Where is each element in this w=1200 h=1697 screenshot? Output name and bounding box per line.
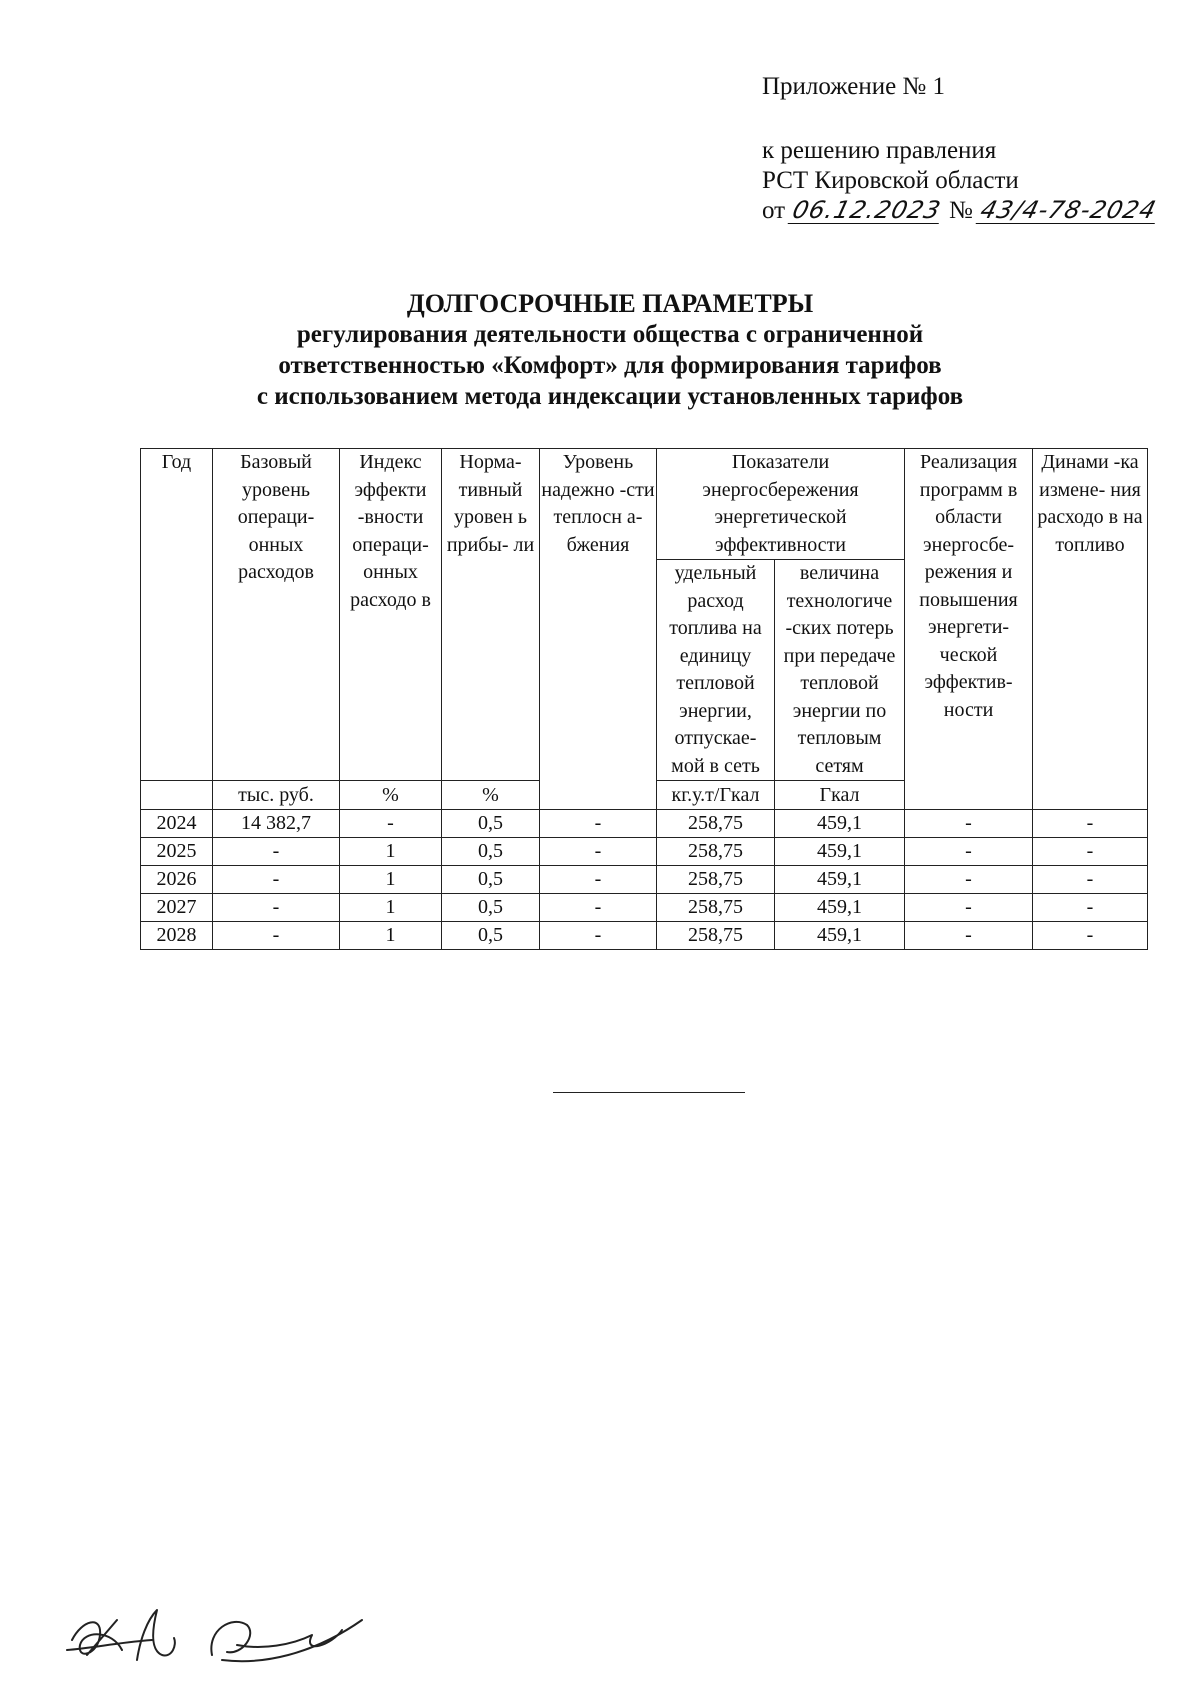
appendix-block xyxy=(762,72,1158,226)
cell-tech-losses: 459,1 xyxy=(775,922,905,950)
cell-normative-profit: 0,5 xyxy=(442,810,540,838)
cell-base-level: - xyxy=(213,894,340,922)
cell-reliability: - xyxy=(540,866,657,894)
cell-year: 2028 xyxy=(141,922,213,950)
cell-tech-losses: 459,1 xyxy=(775,810,905,838)
header-tech-losses: величина технологиче -ских потерь при передаче тепловой энергии по тепловым сетям xyxy=(775,560,905,781)
cell-programs: - xyxy=(905,922,1033,950)
cell-base-level: - xyxy=(213,922,340,950)
header-programs: Реализация программ в области энергосбе- режения и повышения энергети- ческой эффектив- ности xyxy=(905,449,1033,810)
cell-programs: - xyxy=(905,894,1033,922)
cell-tech-losses: 459,1 xyxy=(775,838,905,866)
cell-efficiency-index: 1 xyxy=(340,866,442,894)
cell-fuel-consumption: 258,75 xyxy=(657,810,775,838)
cell-fuel-consumption: 258,75 xyxy=(657,922,775,950)
cell-efficiency-index: 1 xyxy=(340,894,442,922)
table-row xyxy=(141,866,1148,894)
cell-reliability: - xyxy=(540,838,657,866)
cell-programs: - xyxy=(905,810,1033,838)
cell-year: 2027 xyxy=(141,894,213,922)
header-efficiency-index: Индекс эффекти -вности операци- онных расходо в xyxy=(340,449,442,781)
document-title xyxy=(140,288,1080,412)
cell-base-level: - xyxy=(213,838,340,866)
separator-line xyxy=(553,1092,745,1093)
title-main: ДОЛГОСРОЧНЫЕ ПАРАМЕТРЫ xyxy=(406,289,814,318)
cell-tech-losses: 459,1 xyxy=(775,894,905,922)
cell-year: 2026 xyxy=(141,866,213,894)
cell-programs: - xyxy=(905,866,1033,894)
cell-programs: - xyxy=(905,838,1033,866)
decision-number: 43/4-78-2024 xyxy=(977,196,1160,224)
table-row xyxy=(141,838,1148,866)
cell-normative-profit: 0,5 xyxy=(442,922,540,950)
header-row-1 xyxy=(141,449,1148,560)
unit-tech-losses: Гкал xyxy=(775,781,905,810)
header-base-level: Базовый уровень операци- онных расходов xyxy=(213,449,340,781)
header-energy-saving-group: Показатели энергосбережения энергетической эффективности xyxy=(657,449,905,560)
number-prefix: № xyxy=(949,197,973,224)
cell-year: 2025 xyxy=(141,838,213,866)
header-year: Год xyxy=(141,449,213,781)
cell-efficiency-index: 1 xyxy=(340,922,442,950)
cell-efficiency-index: - xyxy=(340,810,442,838)
cell-normative-profit: 0,5 xyxy=(442,894,540,922)
header-reliability: Уровень надежно -сти теплосн а- бжения xyxy=(540,449,657,810)
title-line2: регулирования деятельности общества с ограниченной xyxy=(296,321,924,348)
title-line3: ответственностью «Комфорт» для формирования тарифов xyxy=(278,352,942,379)
cell-fuel-dynamics: - xyxy=(1033,922,1148,950)
unit-fuel-consumption: кг.у.т/Гкал xyxy=(657,781,775,810)
date-prefix: от xyxy=(762,197,786,224)
header-fuel-dynamics: Динами -ка измене- ния расходо в на топливо xyxy=(1033,449,1148,810)
header-fuel-consumption: удельный расход топлива на единицу тепловой энергии, отпускае- мой в сеть xyxy=(657,560,775,781)
signature-mark xyxy=(62,1600,382,1680)
cell-fuel-dynamics: - xyxy=(1033,838,1148,866)
cell-normative-profit: 0,5 xyxy=(442,838,540,866)
unit-efficiency-index: % xyxy=(340,781,442,810)
cell-fuel-consumption: 258,75 xyxy=(657,866,775,894)
cell-fuel-dynamics: - xyxy=(1033,894,1148,922)
table-row xyxy=(141,894,1148,922)
cell-efficiency-index: 1 xyxy=(340,838,442,866)
cell-year: 2024 xyxy=(141,810,213,838)
cell-tech-losses: 459,1 xyxy=(775,866,905,894)
table-row xyxy=(141,922,1148,950)
parameters-table xyxy=(140,448,1148,950)
cell-base-level: 14 382,7 xyxy=(213,810,340,838)
cell-reliability: - xyxy=(540,810,657,838)
unit-normative-profit: % xyxy=(442,781,540,810)
cell-fuel-dynamics: - xyxy=(1033,810,1148,838)
unit-year-empty xyxy=(141,781,213,810)
cell-fuel-consumption: 258,75 xyxy=(657,894,775,922)
cell-fuel-consumption: 258,75 xyxy=(657,838,775,866)
decision-date: 06.12.2023 xyxy=(789,196,945,224)
appendix-line2: РСТ Кировской области xyxy=(762,167,1019,194)
cell-base-level: - xyxy=(213,866,340,894)
cell-reliability: - xyxy=(540,894,657,922)
header-normative-profit: Норма- тивный уровен ь прибы- ли xyxy=(442,449,540,781)
appendix-line1: к решению правления xyxy=(762,137,997,164)
cell-reliability: - xyxy=(540,922,657,950)
appendix-title: Приложение № 1 xyxy=(762,73,946,100)
appendix-date-line xyxy=(762,196,1158,226)
cell-normative-profit: 0,5 xyxy=(442,866,540,894)
cell-fuel-dynamics: - xyxy=(1033,866,1148,894)
unit-base-level: тыс. руб. xyxy=(213,781,340,810)
table-row xyxy=(141,810,1148,838)
title-line4: с использованием метода индексации установленных тарифов xyxy=(256,383,964,410)
